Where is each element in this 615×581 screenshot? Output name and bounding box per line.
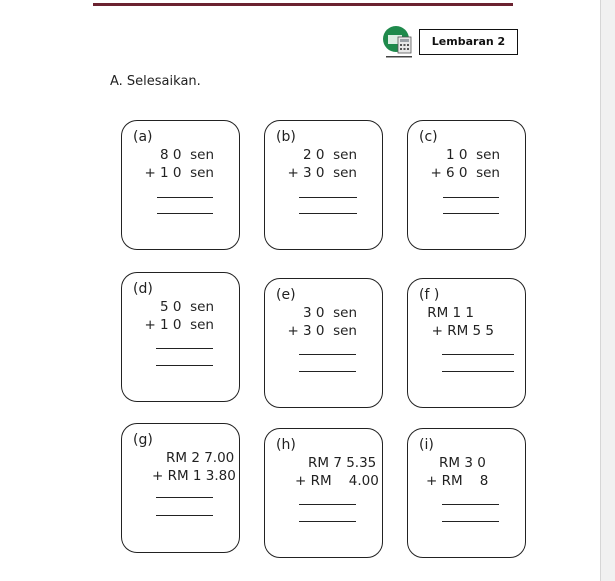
problem-box-f <box>407 278 526 408</box>
problem-box-d <box>121 272 240 402</box>
problem-operand: RM 1 1 <box>427 305 474 321</box>
header-rule <box>93 3 513 6</box>
problem-label: (c) <box>419 129 438 145</box>
problem-addend: + 3 0 sen <box>287 165 357 181</box>
answer-line <box>443 213 499 214</box>
problem-operand: RM 3 0 <box>439 455 486 471</box>
problem-operand: RM 7 5.35 <box>308 455 377 471</box>
problem-box-b <box>264 120 383 250</box>
problem-box-i <box>407 428 526 558</box>
answer-line <box>156 497 213 498</box>
answer-line <box>299 371 356 372</box>
answer-line <box>156 515 213 516</box>
problem-operand: 3 0 sen <box>303 305 357 321</box>
problem-label: (i) <box>419 437 434 453</box>
sheet-label: Lembaran 2 <box>419 29 518 55</box>
problem-label: (e) <box>276 287 296 303</box>
problem-box-e <box>264 278 383 408</box>
problem-addend: + RM 5 5 <box>431 323 494 339</box>
page-edge-scrollbar <box>600 0 615 581</box>
answer-line <box>299 213 357 214</box>
problem-addend: + 3 0 sen <box>287 323 357 339</box>
problem-operand: RM 2 7.00 <box>166 450 235 466</box>
problem-operand: 1 0 sen <box>446 147 500 163</box>
teacher-desk-logo-icon <box>382 25 416 59</box>
problem-addend: + RM 4.00 <box>295 473 379 489</box>
section-title: A. Selesaikan. <box>110 74 201 89</box>
problem-label: (g) <box>133 432 153 448</box>
problem-addend: + 1 0 sen <box>144 165 214 181</box>
answer-line <box>442 354 514 355</box>
problem-operand: 5 0 sen <box>160 299 214 315</box>
answer-line <box>156 365 213 366</box>
problem-box-a <box>121 120 240 250</box>
problem-box-c <box>407 120 526 250</box>
problem-label: (a) <box>133 129 153 145</box>
answer-line <box>299 504 356 505</box>
problem-addend: + RM 8 <box>426 473 489 489</box>
answer-line <box>442 371 514 372</box>
problem-label: (d) <box>133 281 153 297</box>
answer-line <box>157 197 213 198</box>
answer-line <box>156 348 213 349</box>
problem-label: (h) <box>276 437 296 453</box>
answer-line <box>299 354 356 355</box>
problem-label: (b) <box>276 129 296 145</box>
problem-label: (f ) <box>419 287 440 303</box>
problem-operand: 8 0 sen <box>160 147 214 163</box>
problem-addend: + 1 0 sen <box>144 317 214 333</box>
problem-addend: + RM 1 3.80 <box>152 468 236 484</box>
problem-box-g <box>121 423 240 553</box>
answer-line <box>443 197 499 198</box>
answer-line <box>442 504 499 505</box>
answer-line <box>299 197 357 198</box>
answer-line <box>442 521 499 522</box>
problem-operand: 2 0 sen <box>303 147 357 163</box>
answer-line <box>299 521 356 522</box>
problem-box-h <box>264 428 383 558</box>
problem-addend: + 6 0 sen <box>430 165 500 181</box>
answer-line <box>157 213 213 214</box>
